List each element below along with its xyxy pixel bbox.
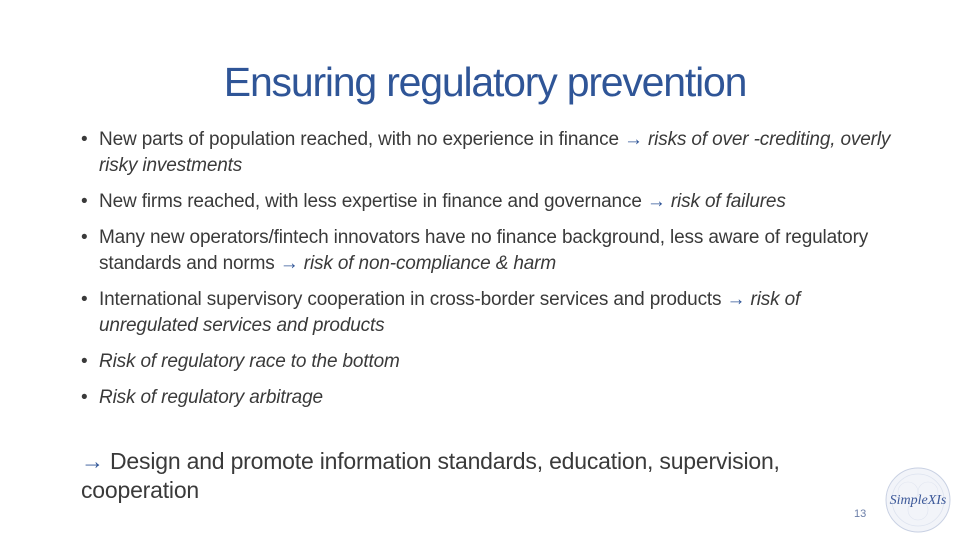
bullet-item (81, 189, 901, 215)
bullet-item (81, 225, 901, 277)
bullet-item (81, 127, 901, 179)
conclusion-text (81, 447, 801, 505)
bullet-risk: risks of over -crediting, overly risky investments (99, 129, 891, 176)
bullet-text: Many new operators/fintech innovators have no finance background, less aware of regulatory standards and norms (99, 227, 869, 274)
simplexis-logo (884, 466, 952, 534)
bullet-risk: risk of unregulated services and products (99, 289, 801, 336)
bullet-list (81, 127, 901, 421)
bullet-risk: Risk of regulatory arbitrage (99, 387, 323, 408)
bullet-item (81, 349, 901, 375)
page-number: 13 (854, 508, 867, 520)
bullet-text: New firms reached, with less expertise in finance and governance (99, 191, 647, 212)
bullet-risk: risk of non-compliance & harm (303, 253, 557, 274)
bullet-risk: risk of failures (670, 191, 786, 212)
bullet-item (81, 287, 901, 339)
conclusion-label: Design and promote information standards, education, supervision, cooperation (81, 448, 780, 503)
arrow-icon: → (726, 289, 746, 310)
arrow-icon: → (81, 448, 104, 474)
bullet-text: New parts of population reached, with no experience in finance (99, 129, 624, 150)
logo-text: SimpleXIs (889, 493, 947, 508)
arrow-icon: → (624, 129, 643, 150)
arrow-icon: → (646, 191, 666, 212)
bullet-text: International supervisory cooperation in cross-border services and products (99, 289, 727, 310)
arrow-icon: → (279, 253, 299, 274)
bullet-item (81, 385, 901, 411)
slide-title: Ensuring regulatory prevention (223, 59, 747, 105)
bullet-risk: Risk of regulatory race to the bottom (99, 351, 400, 372)
